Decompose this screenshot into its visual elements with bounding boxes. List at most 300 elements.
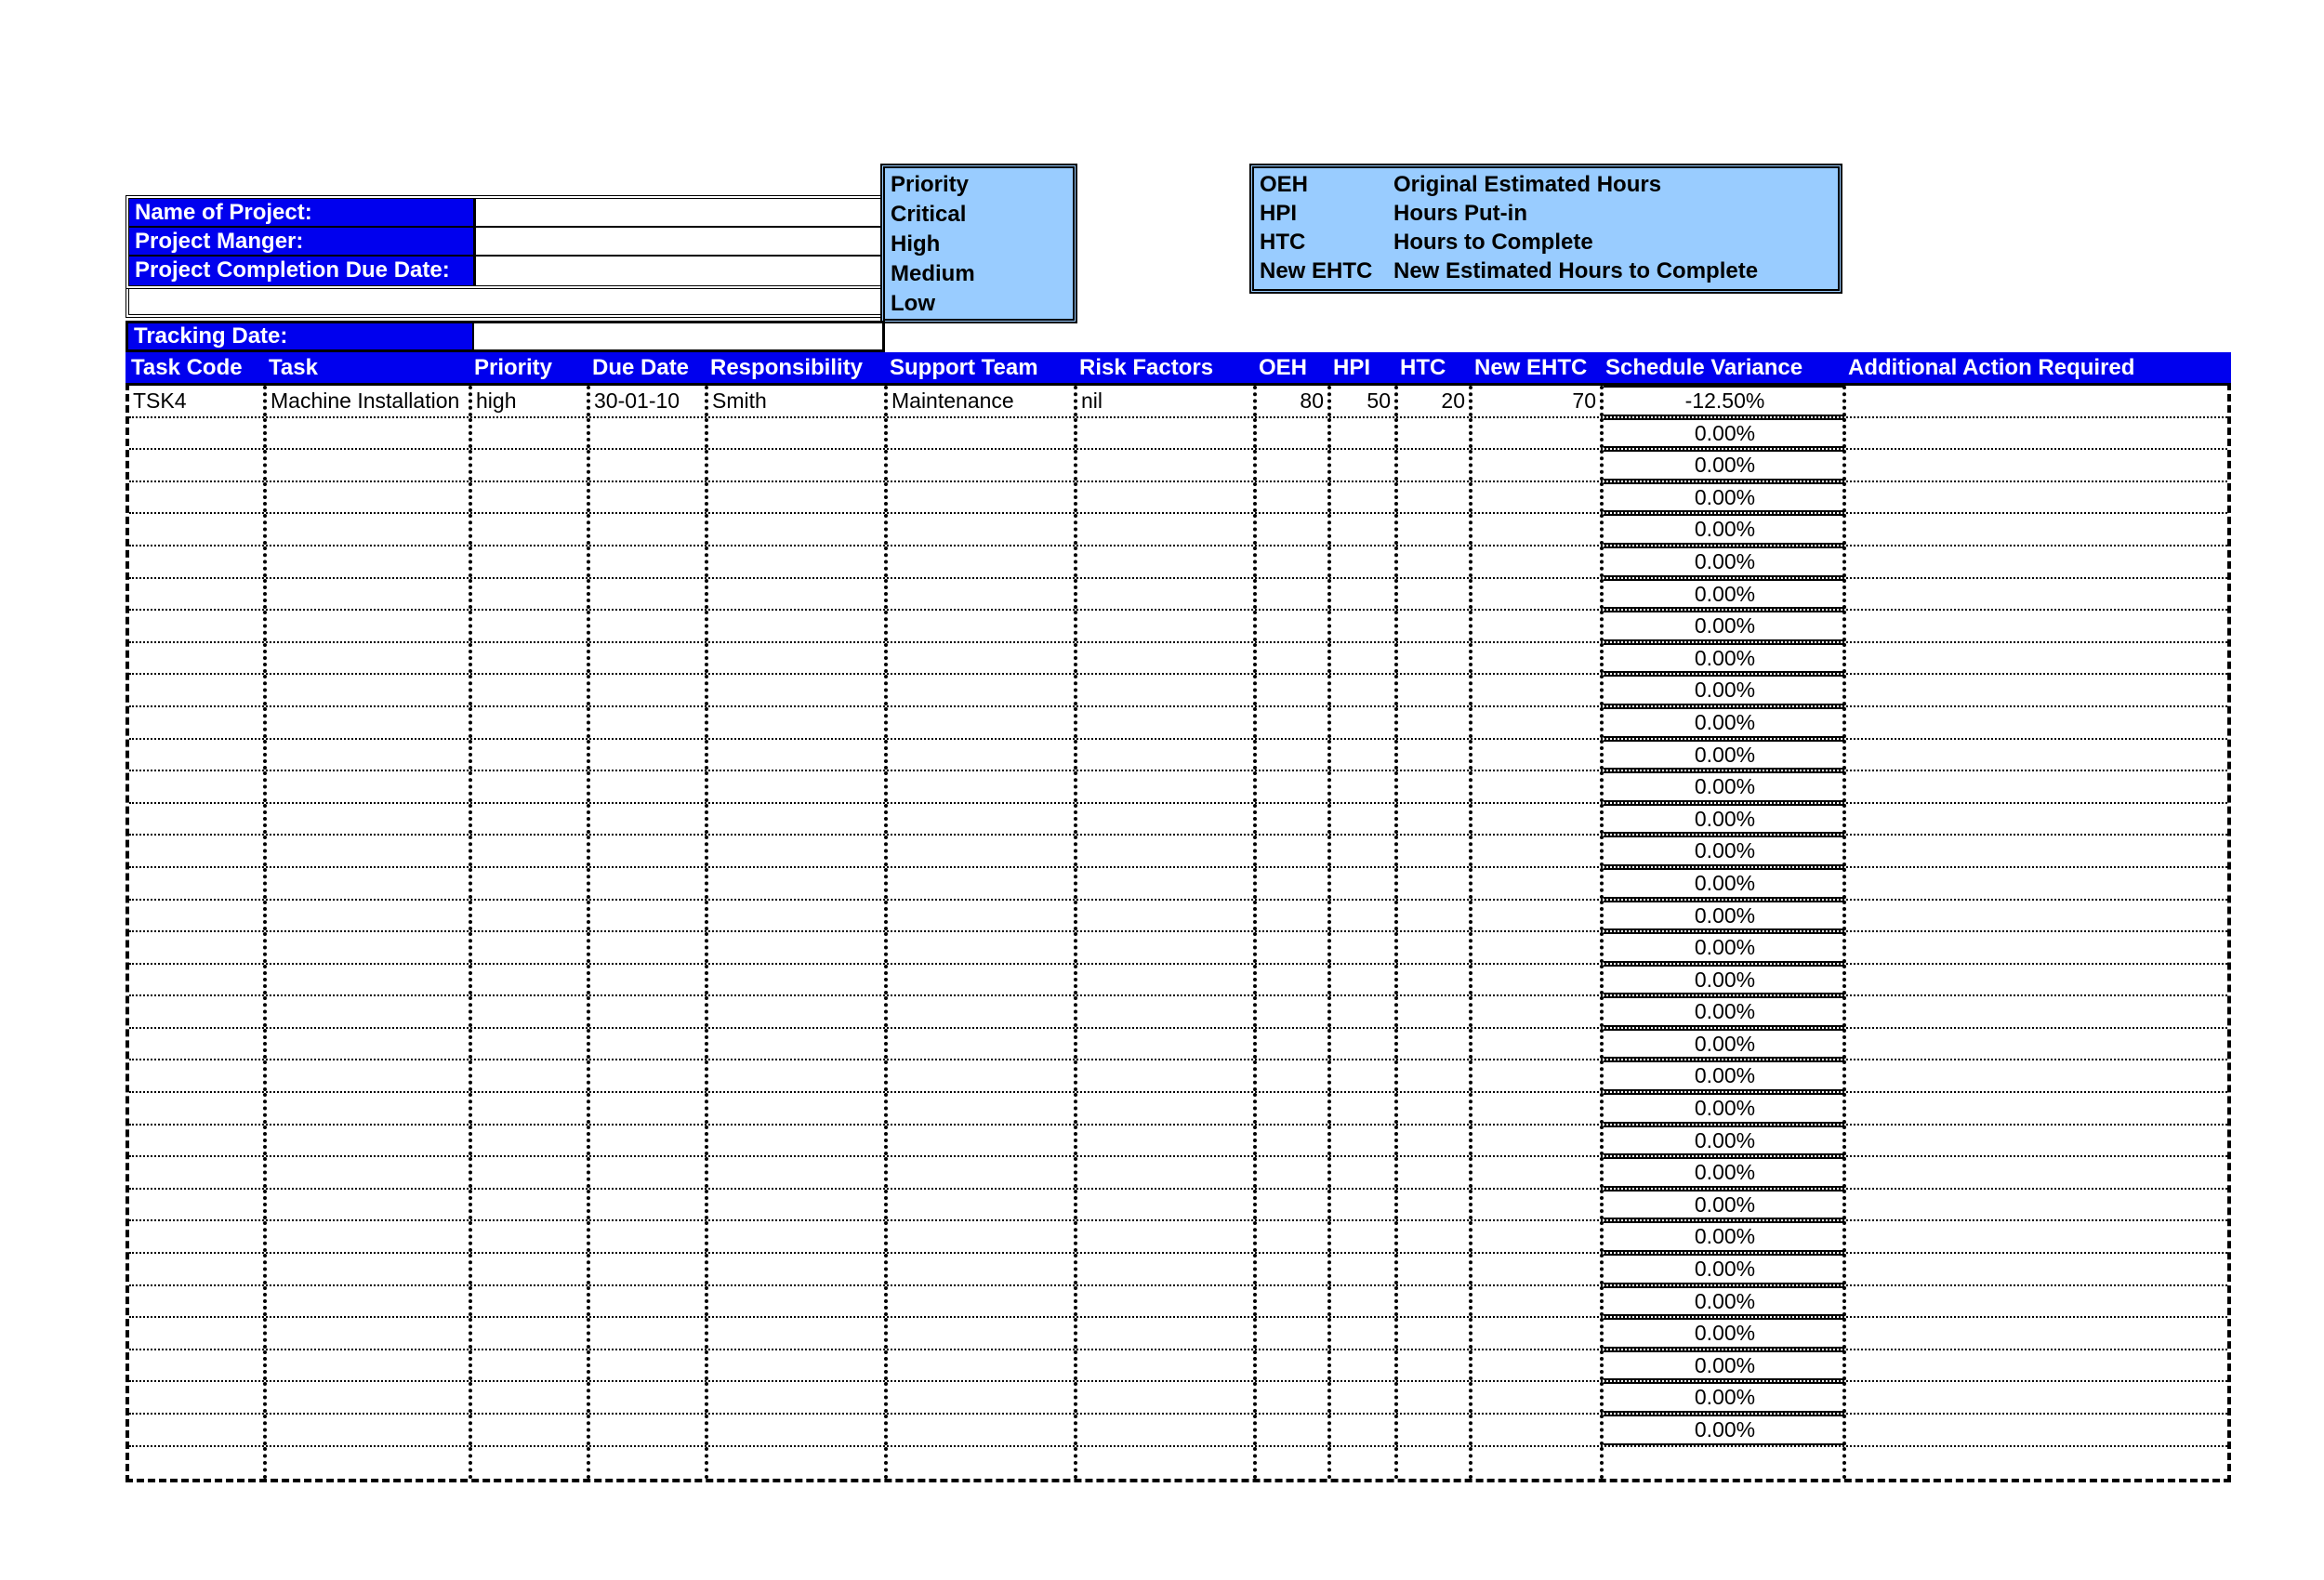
cell-task[interactable]: [267, 611, 472, 641]
cell-task-code[interactable]: [129, 643, 267, 674]
cell-task-code[interactable]: [129, 514, 267, 545]
cell-task-code[interactable]: [129, 804, 267, 835]
cell-responsibility[interactable]: [708, 1190, 888, 1220]
cell-hpi[interactable]: [1331, 1254, 1398, 1284]
cell-support-team[interactable]: [888, 1447, 1077, 1480]
cell-responsibility[interactable]: [708, 996, 888, 1027]
cell-additional-action[interactable]: [1846, 836, 2227, 866]
tracking-date-input[interactable]: [472, 323, 882, 349]
cell-priority[interactable]: [472, 1286, 590, 1317]
cell-due-date[interactable]: [590, 482, 708, 513]
cell-responsibility[interactable]: [708, 740, 888, 770]
cell-additional-action[interactable]: [1846, 675, 2227, 705]
cell-htc[interactable]: [1398, 1190, 1472, 1220]
cell-schedule-variance[interactable]: 0.00%: [1604, 1286, 1846, 1317]
cell-due-date[interactable]: [590, 836, 708, 866]
cell-htc[interactable]: [1398, 643, 1472, 674]
cell-schedule-variance[interactable]: 0.00%: [1604, 836, 1846, 866]
cell-task[interactable]: [267, 868, 472, 899]
cell-new-ehtc[interactable]: [1472, 1190, 1604, 1220]
cell-schedule-variance[interactable]: 0.00%: [1604, 1157, 1846, 1188]
cell-additional-action[interactable]: [1846, 1157, 2227, 1188]
cell-priority[interactable]: [472, 1350, 590, 1381]
cell-hpi[interactable]: [1331, 965, 1398, 995]
project-name-input[interactable]: [473, 199, 881, 226]
cell-responsibility[interactable]: [708, 1221, 888, 1252]
cell-htc[interactable]: [1398, 771, 1472, 802]
cell-hpi[interactable]: [1331, 482, 1398, 513]
cell-schedule-variance[interactable]: 0.00%: [1604, 514, 1846, 545]
cell-support-team[interactable]: [888, 965, 1077, 995]
cell-task[interactable]: [267, 901, 472, 931]
cell-htc[interactable]: [1398, 836, 1472, 866]
cell-priority[interactable]: [472, 1415, 590, 1445]
cell-task-code[interactable]: [129, 996, 267, 1027]
cell-task[interactable]: [267, 1286, 472, 1317]
cell-new-ehtc[interactable]: [1472, 1382, 1604, 1413]
cell-responsibility[interactable]: [708, 1447, 888, 1480]
cell-responsibility[interactable]: [708, 868, 888, 899]
cell-risk-factors[interactable]: [1077, 1350, 1257, 1381]
cell-priority[interactable]: [472, 1254, 590, 1284]
cell-task-code[interactable]: [129, 675, 267, 705]
cell-oeh[interactable]: [1257, 932, 1331, 963]
cell-responsibility[interactable]: [708, 450, 888, 481]
cell-support-team[interactable]: [888, 1350, 1077, 1381]
cell-priority[interactable]: [472, 643, 590, 674]
cell-additional-action[interactable]: [1846, 386, 2227, 416]
cell-hpi[interactable]: [1331, 1318, 1398, 1349]
cell-risk-factors[interactable]: [1077, 418, 1257, 449]
cell-additional-action[interactable]: [1846, 1286, 2227, 1317]
cell-new-ehtc[interactable]: [1472, 1254, 1604, 1284]
cell-priority[interactable]: [472, 1447, 590, 1480]
cell-due-date[interactable]: [590, 707, 708, 738]
cell-new-ehtc[interactable]: [1472, 836, 1604, 866]
cell-task[interactable]: [267, 1221, 472, 1252]
cell-risk-factors[interactable]: [1077, 1126, 1257, 1156]
cell-htc[interactable]: [1398, 418, 1472, 449]
cell-priority[interactable]: [472, 482, 590, 513]
cell-responsibility[interactable]: [708, 965, 888, 995]
cell-task-code[interactable]: [129, 740, 267, 770]
cell-due-date[interactable]: [590, 1254, 708, 1284]
cell-support-team[interactable]: [888, 868, 1077, 899]
cell-due-date[interactable]: [590, 1060, 708, 1091]
cell-additional-action[interactable]: [1846, 514, 2227, 545]
cell-schedule-variance[interactable]: 0.00%: [1604, 1350, 1846, 1381]
cell-schedule-variance[interactable]: 0.00%: [1604, 771, 1846, 802]
cell-priority[interactable]: [472, 546, 590, 577]
cell-schedule-variance[interactable]: 0.00%: [1604, 868, 1846, 899]
cell-new-ehtc[interactable]: [1472, 1157, 1604, 1188]
cell-task-code[interactable]: [129, 1190, 267, 1220]
cell-hpi[interactable]: [1331, 1029, 1398, 1060]
cell-schedule-variance[interactable]: 0.00%: [1604, 740, 1846, 770]
cell-task[interactable]: [267, 1415, 472, 1445]
cell-responsibility[interactable]: Smith: [708, 386, 888, 416]
cell-additional-action[interactable]: [1846, 611, 2227, 641]
cell-responsibility[interactable]: [708, 1029, 888, 1060]
cell-additional-action[interactable]: [1846, 1093, 2227, 1124]
cell-htc[interactable]: [1398, 1157, 1472, 1188]
cell-priority[interactable]: [472, 740, 590, 770]
cell-schedule-variance[interactable]: [1604, 1447, 1846, 1480]
cell-responsibility[interactable]: [708, 643, 888, 674]
cell-risk-factors[interactable]: [1077, 1286, 1257, 1317]
cell-htc[interactable]: [1398, 804, 1472, 835]
cell-support-team[interactable]: [888, 804, 1077, 835]
cell-risk-factors[interactable]: [1077, 771, 1257, 802]
cell-due-date[interactable]: [590, 771, 708, 802]
cell-responsibility[interactable]: [708, 675, 888, 705]
cell-additional-action[interactable]: [1846, 450, 2227, 481]
cell-additional-action[interactable]: [1846, 901, 2227, 931]
cell-additional-action[interactable]: [1846, 1060, 2227, 1091]
cell-oeh[interactable]: [1257, 1447, 1331, 1480]
cell-task-code[interactable]: [129, 579, 267, 610]
cell-htc[interactable]: [1398, 1060, 1472, 1091]
cell-hpi[interactable]: [1331, 1286, 1398, 1317]
cell-new-ehtc[interactable]: [1472, 1415, 1604, 1445]
cell-task[interactable]: [267, 418, 472, 449]
cell-oeh[interactable]: [1257, 1415, 1331, 1445]
cell-hpi[interactable]: [1331, 579, 1398, 610]
cell-task[interactable]: [267, 771, 472, 802]
cell-schedule-variance[interactable]: -12.50%: [1604, 386, 1846, 416]
cell-new-ehtc[interactable]: [1472, 1029, 1604, 1060]
cell-hpi[interactable]: [1331, 514, 1398, 545]
cell-due-date[interactable]: [590, 1190, 708, 1220]
cell-additional-action[interactable]: [1846, 1318, 2227, 1349]
cell-task[interactable]: [267, 1157, 472, 1188]
cell-hpi[interactable]: [1331, 643, 1398, 674]
cell-support-team[interactable]: [888, 1382, 1077, 1413]
cell-risk-factors[interactable]: [1077, 740, 1257, 770]
cell-task-code[interactable]: [129, 482, 267, 513]
cell-priority[interactable]: [472, 1126, 590, 1156]
cell-task-code[interactable]: [129, 707, 267, 738]
cell-due-date[interactable]: 30-01-10: [590, 386, 708, 416]
cell-new-ehtc[interactable]: [1472, 579, 1604, 610]
cell-additional-action[interactable]: [1846, 996, 2227, 1027]
cell-task[interactable]: [267, 1350, 472, 1381]
cell-priority[interactable]: [472, 1382, 590, 1413]
cell-htc[interactable]: [1398, 450, 1472, 481]
cell-task[interactable]: [267, 1029, 472, 1060]
cell-task-code[interactable]: [129, 1029, 267, 1060]
cell-priority[interactable]: high: [472, 386, 590, 416]
cell-htc[interactable]: [1398, 1382, 1472, 1413]
cell-schedule-variance[interactable]: 0.00%: [1604, 901, 1846, 931]
cell-htc[interactable]: [1398, 611, 1472, 641]
cell-oeh[interactable]: [1257, 546, 1331, 577]
cell-task-code[interactable]: [129, 1415, 267, 1445]
cell-hpi[interactable]: [1331, 996, 1398, 1027]
cell-htc[interactable]: [1398, 1093, 1472, 1124]
cell-new-ehtc[interactable]: [1472, 804, 1604, 835]
cell-risk-factors[interactable]: [1077, 1157, 1257, 1188]
cell-task-code[interactable]: [129, 418, 267, 449]
cell-oeh[interactable]: [1257, 418, 1331, 449]
cell-support-team[interactable]: [888, 643, 1077, 674]
cell-priority[interactable]: [472, 611, 590, 641]
cell-new-ehtc[interactable]: [1472, 996, 1604, 1027]
project-manager-input[interactable]: [473, 228, 881, 255]
cell-due-date[interactable]: [590, 643, 708, 674]
cell-new-ehtc[interactable]: [1472, 546, 1604, 577]
cell-support-team[interactable]: [888, 901, 1077, 931]
cell-task[interactable]: [267, 482, 472, 513]
cell-support-team[interactable]: [888, 418, 1077, 449]
cell-support-team[interactable]: [888, 450, 1077, 481]
cell-additional-action[interactable]: [1846, 1029, 2227, 1060]
cell-hpi[interactable]: [1331, 932, 1398, 963]
cell-additional-action[interactable]: [1846, 932, 2227, 963]
cell-responsibility[interactable]: [708, 1254, 888, 1284]
cell-risk-factors[interactable]: [1077, 804, 1257, 835]
cell-htc[interactable]: [1398, 514, 1472, 545]
cell-task-code[interactable]: [129, 1286, 267, 1317]
cell-risk-factors[interactable]: [1077, 1447, 1257, 1480]
cell-risk-factors[interactable]: [1077, 643, 1257, 674]
cell-htc[interactable]: [1398, 1318, 1472, 1349]
cell-task[interactable]: [267, 836, 472, 866]
cell-additional-action[interactable]: [1846, 1190, 2227, 1220]
cell-additional-action[interactable]: [1846, 1221, 2227, 1252]
cell-htc[interactable]: [1398, 482, 1472, 513]
cell-due-date[interactable]: [590, 1286, 708, 1317]
cell-priority[interactable]: [472, 771, 590, 802]
cell-responsibility[interactable]: [708, 546, 888, 577]
cell-priority[interactable]: [472, 514, 590, 545]
cell-new-ehtc[interactable]: [1472, 418, 1604, 449]
cell-risk-factors[interactable]: [1077, 1318, 1257, 1349]
cell-new-ehtc[interactable]: [1472, 1447, 1604, 1480]
cell-schedule-variance[interactable]: 0.00%: [1604, 579, 1846, 610]
cell-htc[interactable]: [1398, 1254, 1472, 1284]
cell-new-ehtc[interactable]: [1472, 1318, 1604, 1349]
cell-support-team[interactable]: [888, 707, 1077, 738]
cell-oeh[interactable]: [1257, 1382, 1331, 1413]
cell-task-code[interactable]: [129, 1221, 267, 1252]
cell-task[interactable]: [267, 643, 472, 674]
cell-responsibility[interactable]: [708, 418, 888, 449]
cell-new-ehtc[interactable]: [1472, 450, 1604, 481]
cell-hpi[interactable]: [1331, 868, 1398, 899]
cell-due-date[interactable]: [590, 740, 708, 770]
cell-due-date[interactable]: [590, 1318, 708, 1349]
cell-oeh[interactable]: [1257, 965, 1331, 995]
cell-hpi[interactable]: 50: [1331, 386, 1398, 416]
cell-due-date[interactable]: [590, 1221, 708, 1252]
cell-additional-action[interactable]: [1846, 643, 2227, 674]
cell-schedule-variance[interactable]: 0.00%: [1604, 1254, 1846, 1284]
cell-task[interactable]: [267, 450, 472, 481]
cell-risk-factors[interactable]: [1077, 932, 1257, 963]
cell-responsibility[interactable]: [708, 514, 888, 545]
cell-oeh[interactable]: [1257, 804, 1331, 835]
cell-new-ehtc[interactable]: [1472, 901, 1604, 931]
cell-risk-factors[interactable]: [1077, 1190, 1257, 1220]
cell-htc[interactable]: [1398, 868, 1472, 899]
cell-responsibility[interactable]: [708, 1060, 888, 1091]
cell-oeh[interactable]: [1257, 1318, 1331, 1349]
cell-task-code[interactable]: [129, 1447, 267, 1480]
cell-support-team[interactable]: [888, 1415, 1077, 1445]
cell-new-ehtc[interactable]: [1472, 965, 1604, 995]
cell-task-code[interactable]: [129, 1126, 267, 1156]
cell-oeh[interactable]: [1257, 1029, 1331, 1060]
cell-hpi[interactable]: [1331, 1382, 1398, 1413]
cell-risk-factors[interactable]: [1077, 836, 1257, 866]
cell-schedule-variance[interactable]: 0.00%: [1604, 418, 1846, 449]
cell-oeh[interactable]: [1257, 450, 1331, 481]
cell-schedule-variance[interactable]: 0.00%: [1604, 707, 1846, 738]
cell-new-ehtc[interactable]: [1472, 1221, 1604, 1252]
cell-hpi[interactable]: [1331, 901, 1398, 931]
cell-hpi[interactable]: [1331, 836, 1398, 866]
cell-due-date[interactable]: [590, 546, 708, 577]
cell-due-date[interactable]: [590, 868, 708, 899]
cell-risk-factors[interactable]: [1077, 1029, 1257, 1060]
cell-due-date[interactable]: [590, 1029, 708, 1060]
cell-responsibility[interactable]: [708, 932, 888, 963]
cell-schedule-variance[interactable]: 0.00%: [1604, 643, 1846, 674]
cell-task[interactable]: [267, 1318, 472, 1349]
cell-due-date[interactable]: [590, 965, 708, 995]
cell-due-date[interactable]: [590, 1447, 708, 1480]
cell-hpi[interactable]: [1331, 1190, 1398, 1220]
cell-task-code[interactable]: [129, 1060, 267, 1091]
cell-schedule-variance[interactable]: 0.00%: [1604, 546, 1846, 577]
cell-priority[interactable]: [472, 1190, 590, 1220]
cell-risk-factors[interactable]: [1077, 868, 1257, 899]
cell-responsibility[interactable]: [708, 1318, 888, 1349]
cell-responsibility[interactable]: [708, 579, 888, 610]
cell-new-ehtc[interactable]: [1472, 1126, 1604, 1156]
cell-hpi[interactable]: [1331, 611, 1398, 641]
cell-support-team[interactable]: [888, 1190, 1077, 1220]
cell-additional-action[interactable]: [1846, 740, 2227, 770]
cell-risk-factors[interactable]: [1077, 1060, 1257, 1091]
cell-support-team[interactable]: [888, 1254, 1077, 1284]
cell-risk-factors[interactable]: [1077, 1382, 1257, 1413]
cell-support-team[interactable]: [888, 546, 1077, 577]
cell-support-team[interactable]: [888, 1318, 1077, 1349]
cell-oeh[interactable]: [1257, 579, 1331, 610]
cell-oeh[interactable]: [1257, 611, 1331, 641]
cell-htc[interactable]: [1398, 707, 1472, 738]
cell-oeh[interactable]: [1257, 514, 1331, 545]
cell-responsibility[interactable]: [708, 611, 888, 641]
cell-additional-action[interactable]: [1846, 868, 2227, 899]
cell-priority[interactable]: [472, 1318, 590, 1349]
cell-hpi[interactable]: [1331, 1350, 1398, 1381]
cell-task[interactable]: [267, 546, 472, 577]
cell-priority[interactable]: [472, 1060, 590, 1091]
cell-htc[interactable]: [1398, 740, 1472, 770]
cell-task[interactable]: [267, 1382, 472, 1413]
cell-risk-factors[interactable]: [1077, 579, 1257, 610]
cell-due-date[interactable]: [590, 1157, 708, 1188]
cell-task-code[interactable]: TSK4: [129, 386, 267, 416]
cell-task-code[interactable]: [129, 868, 267, 899]
cell-new-ehtc[interactable]: [1472, 611, 1604, 641]
cell-additional-action[interactable]: [1846, 1126, 2227, 1156]
cell-additional-action[interactable]: [1846, 579, 2227, 610]
cell-hpi[interactable]: [1331, 1157, 1398, 1188]
cell-due-date[interactable]: [590, 611, 708, 641]
cell-additional-action[interactable]: [1846, 418, 2227, 449]
cell-risk-factors[interactable]: [1077, 514, 1257, 545]
cell-new-ehtc[interactable]: [1472, 514, 1604, 545]
cell-support-team[interactable]: [888, 836, 1077, 866]
cell-additional-action[interactable]: [1846, 1415, 2227, 1445]
cell-htc[interactable]: [1398, 1029, 1472, 1060]
cell-htc[interactable]: [1398, 901, 1472, 931]
cell-priority[interactable]: [472, 675, 590, 705]
cell-oeh[interactable]: [1257, 1350, 1331, 1381]
cell-task[interactable]: [267, 1447, 472, 1480]
cell-hpi[interactable]: [1331, 771, 1398, 802]
cell-oeh[interactable]: [1257, 1190, 1331, 1220]
cell-support-team[interactable]: [888, 1029, 1077, 1060]
cell-htc[interactable]: [1398, 579, 1472, 610]
cell-responsibility[interactable]: [708, 1157, 888, 1188]
cell-support-team[interactable]: Maintenance: [888, 386, 1077, 416]
cell-risk-factors[interactable]: [1077, 482, 1257, 513]
cell-task-code[interactable]: [129, 1157, 267, 1188]
cell-htc[interactable]: [1398, 1286, 1472, 1317]
cell-schedule-variance[interactable]: 0.00%: [1604, 1415, 1846, 1445]
cell-schedule-variance[interactable]: 0.00%: [1604, 1221, 1846, 1252]
cell-support-team[interactable]: [888, 514, 1077, 545]
cell-risk-factors[interactable]: [1077, 675, 1257, 705]
cell-risk-factors[interactable]: [1077, 1093, 1257, 1124]
cell-priority[interactable]: [472, 450, 590, 481]
cell-due-date[interactable]: [590, 514, 708, 545]
cell-additional-action[interactable]: [1846, 771, 2227, 802]
cell-additional-action[interactable]: [1846, 482, 2227, 513]
cell-oeh[interactable]: [1257, 1060, 1331, 1091]
cell-responsibility[interactable]: [708, 901, 888, 931]
cell-responsibility[interactable]: [708, 1350, 888, 1381]
cell-oeh[interactable]: [1257, 1254, 1331, 1284]
cell-new-ehtc[interactable]: [1472, 482, 1604, 513]
cell-priority[interactable]: [472, 1221, 590, 1252]
cell-risk-factors[interactable]: [1077, 996, 1257, 1027]
cell-hpi[interactable]: [1331, 675, 1398, 705]
cell-schedule-variance[interactable]: 0.00%: [1604, 996, 1846, 1027]
cell-hpi[interactable]: [1331, 707, 1398, 738]
cell-additional-action[interactable]: [1846, 707, 2227, 738]
cell-new-ehtc[interactable]: [1472, 1350, 1604, 1381]
cell-task[interactable]: [267, 996, 472, 1027]
cell-support-team[interactable]: [888, 1060, 1077, 1091]
cell-responsibility[interactable]: [708, 1286, 888, 1317]
cell-task-code[interactable]: [129, 1093, 267, 1124]
cell-task-code[interactable]: [129, 450, 267, 481]
cell-support-team[interactable]: [888, 771, 1077, 802]
cell-oeh[interactable]: [1257, 836, 1331, 866]
cell-task-code[interactable]: [129, 1254, 267, 1284]
cell-schedule-variance[interactable]: 0.00%: [1604, 611, 1846, 641]
cell-task[interactable]: Machine Installation: [267, 386, 472, 416]
cell-support-team[interactable]: [888, 1221, 1077, 1252]
cell-schedule-variance[interactable]: 0.00%: [1604, 1190, 1846, 1220]
cell-responsibility[interactable]: [708, 707, 888, 738]
